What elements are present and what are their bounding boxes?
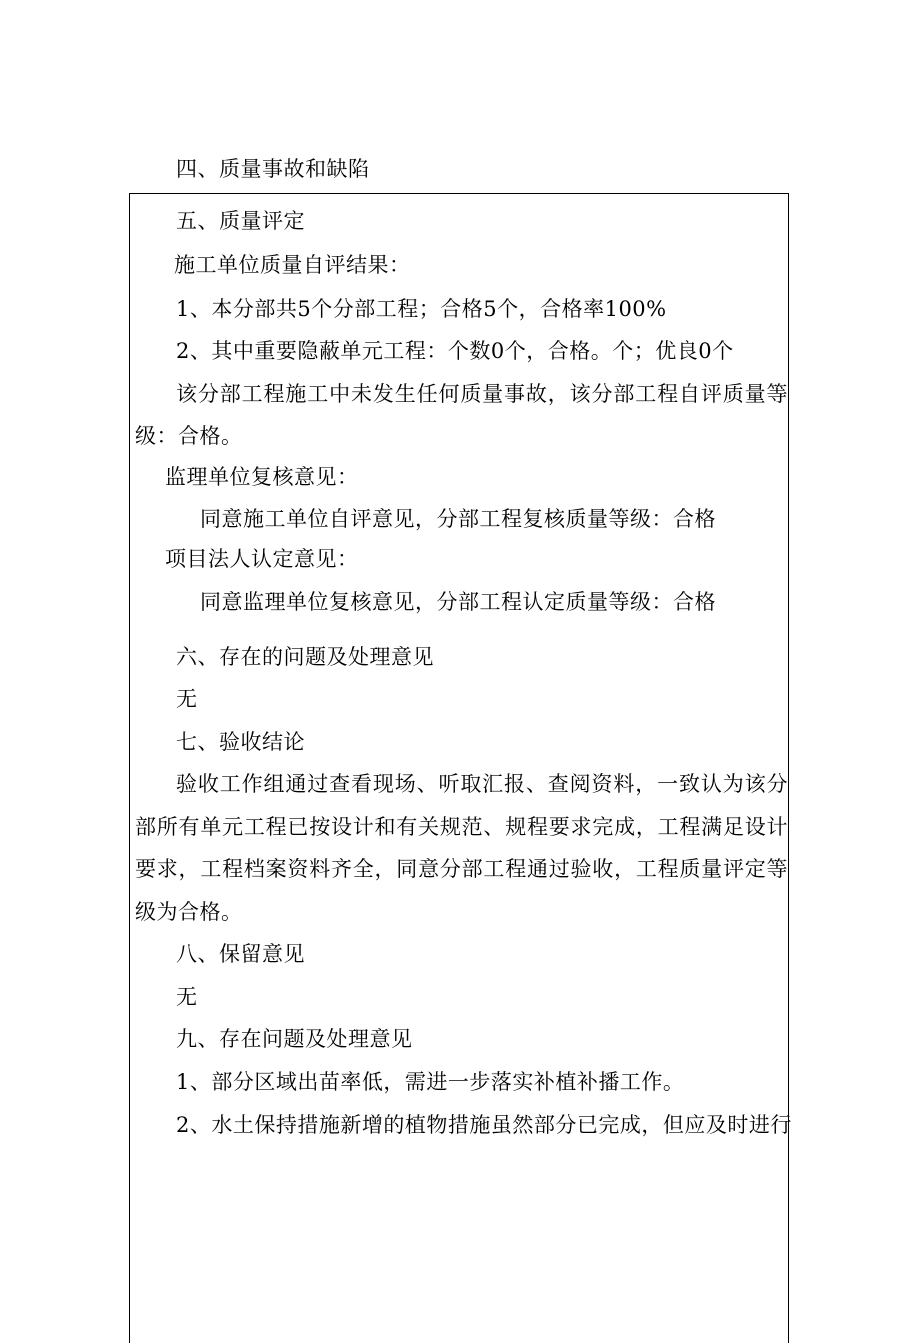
section-5-title: 五、质量评定 — [176, 209, 305, 233]
owner-approval-text: 同意监理单位复核意见，分部工程认定质量等级：合格 — [200, 590, 716, 614]
assessment-item-2: 2、其中重要隐蔽单元工程：个数0个，合格。个；优良0个 — [176, 339, 734, 363]
supervisor-review-text: 同意施工单位自评意见，分部工程复核质量等级：合格 — [200, 507, 716, 531]
acceptance-conclusion-line-4: 级为合格。 — [135, 900, 243, 924]
section-6-text: 无 — [176, 687, 198, 711]
acceptance-conclusion-line-2: 部所有单元工程已按设计和有关规范、规程要求完成，工程满足设计 — [135, 815, 788, 839]
assessment-summary-line-1: 该分部工程施工中未发生任何质量事故，该分部工程自评质量等 — [176, 382, 788, 406]
acceptance-conclusion-line-3: 要求，工程档案资料齐全，同意分部工程通过验收，工程质量评定等 — [135, 857, 788, 881]
assessment-table-frame — [129, 193, 792, 1343]
issue-item-1: 1、部分区域出苗率低，需进一步落实补植补播工作。 — [176, 1070, 685, 1094]
owner-approval-label: 项目法人认定意见： — [165, 547, 359, 571]
section-8-title: 八、保留意见 — [176, 942, 305, 966]
section-7-title: 七、验收结论 — [176, 730, 305, 754]
issue-item-2: 2、水土保持措施新增的植物措施虽然部分已完成，但应及时进行 — [176, 1113, 792, 1137]
section-4-title: 四、质量事故和缺陷 — [176, 157, 370, 181]
section-8-text: 无 — [176, 985, 198, 1009]
section-6-title: 六、存在的问题及处理意见 — [176, 645, 434, 669]
supervisor-review-label: 监理单位复核意见： — [165, 465, 359, 489]
contractor-self-assessment-label: 施工单位质量自评结果： — [174, 253, 411, 277]
assessment-summary-line-2: 级：合格。 — [135, 424, 243, 448]
assessment-item-1: 1、本分部共5个分部工程；合格5个，合格率100% — [176, 297, 667, 321]
acceptance-conclusion-line-1: 验收工作组通过查看现场、听取汇报、查阅资料，一致认为该分 — [176, 772, 788, 796]
section-9-title: 九、存在问题及处理意见 — [176, 1027, 413, 1051]
